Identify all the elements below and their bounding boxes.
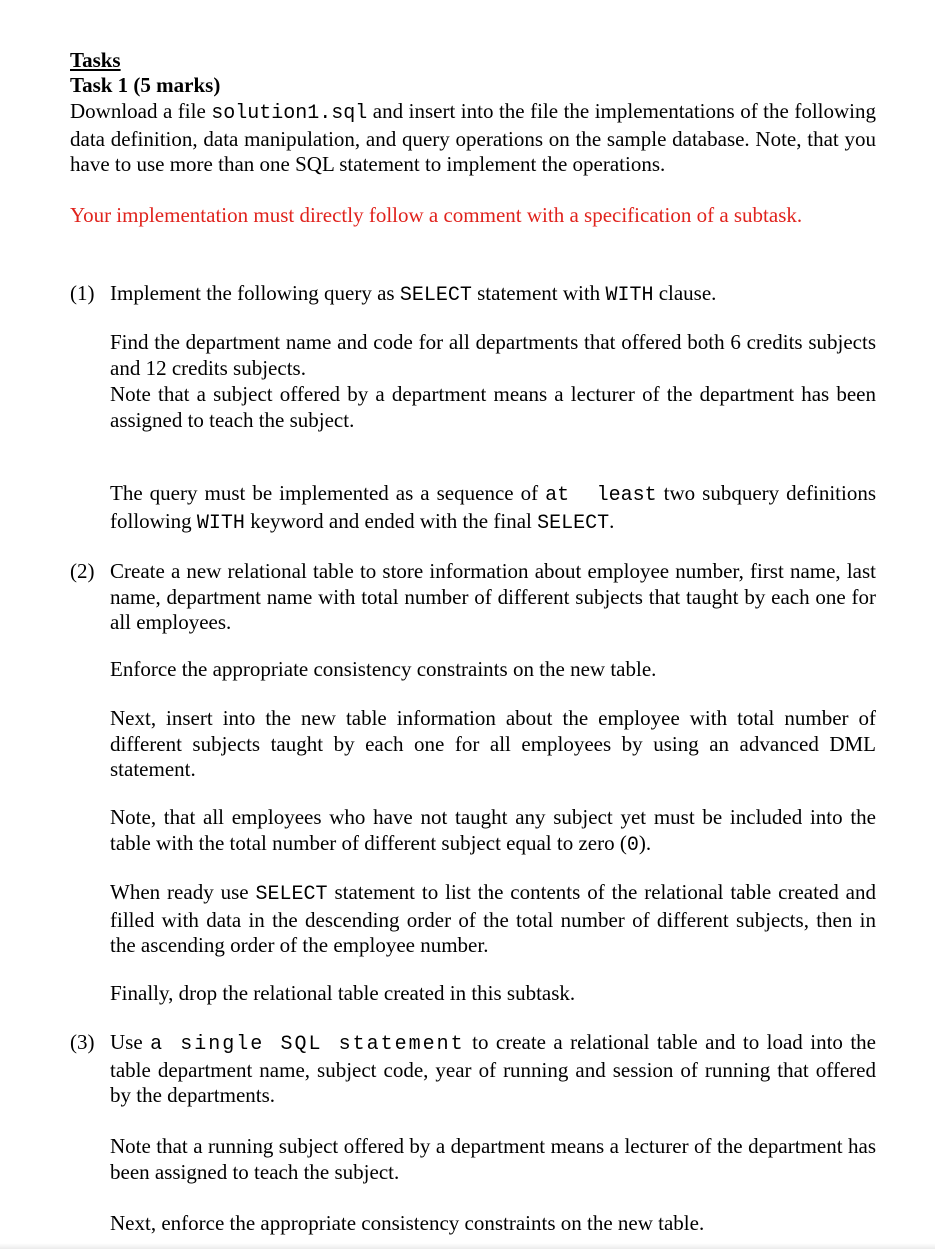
s1-code-select: SELECT <box>399 284 472 307</box>
s2-select-text-b: statement to list the contents of the relational table created and filled with data in the descending order of the total number of different subjects, then in the ascending order of the employee number. <box>110 880 876 957</box>
intro-text-a: Download a file <box>70 99 212 123</box>
s2-note-code-zero: 0 <box>626 833 639 857</box>
s1-code-with: WITH <box>605 284 654 307</box>
subtask-3-note: Note that a running subject offered by a department means a lecturer of the department has been assigned to teach the subject. <box>110 1134 876 1184</box>
subtask-2-number: (2) <box>70 559 95 583</box>
subtask-2-create: Create a new relational table to store information about employee number, first name, last name, department name with total number of different subjects that taught by each one for all employees. <box>110 559 876 634</box>
subtask-1-find: Find the department name and code for all departments that offered both 6 credits subjects and 12 credits subjects. <box>110 330 876 380</box>
s2-note-text-b: ). <box>638 830 652 855</box>
subtask-1-number: (1) <box>70 281 95 305</box>
s1-req-text-b: two subquery definitions following <box>110 481 876 533</box>
subtask-3-enforce: Next, enforce the appropriate consistency constraints on the new table. <box>110 1211 705 1235</box>
s3-code-single-sql: a single SQL statement <box>150 1033 465 1056</box>
subtask-2-insert: Next, insert into the new table information about the employee with total number of different subjects taught by each one for all employees by using an advanced DML statement. <box>110 706 876 781</box>
s1-text-a: Implement the following query as <box>110 281 400 305</box>
s1-req-text-d: . <box>609 508 615 533</box>
subtask-2-note <box>110 805 876 858</box>
s3-text-b: to create a relational table and to load into the table department name, subject code, year of running and session of running that offered by the departments. <box>110 1030 876 1107</box>
s1-req-code-with: WITH <box>196 511 245 535</box>
intro-red-note: Your implementation must directly follow a comment with a specification of a subtask. <box>70 203 803 227</box>
s2-select-text-a: When ready use <box>110 880 256 904</box>
s1-text-b: statement with <box>471 281 606 305</box>
intro-paragraph <box>70 99 876 178</box>
tasks-heading: Tasks <box>70 48 121 72</box>
s2-select-code: SELECT <box>255 883 328 906</box>
s1-req-code-atleast: at least <box>545 484 657 507</box>
intro-text-b: and insert into the file the implementations of the following data definition, data manipulation, and query operations on the sample database. Note, that you have to use more than one SQL statement to implement the operations. <box>70 99 876 176</box>
subtask-3-create <box>110 1030 876 1109</box>
intro-filename: solution1.sql <box>211 102 368 125</box>
task1-heading: Task 1 (5 marks) <box>70 73 221 97</box>
subtask-2-select <box>110 880 876 959</box>
s3-text-a: Use <box>110 1030 151 1054</box>
subtask-2-enforce: Enforce the appropriate consistency constraints on the new table. <box>110 657 657 681</box>
subtask-1-requirement <box>110 481 876 536</box>
s1-text-c: clause. <box>653 281 717 305</box>
s2-note-text-a: Note, that all employees who have not taught any subject yet must be included into the table with the total number of different subject equal to zero ( <box>110 805 876 855</box>
s1-req-text-c: keyword and ended with the final <box>244 508 538 533</box>
subtask-3-number: (3) <box>70 1030 95 1054</box>
subtask-2-drop: Finally, drop the relational table created in this subtask. <box>110 981 576 1005</box>
subtask-1-note: Note that a subject offered by a department means a lecturer of the department has been assigned to teach the subject. <box>110 382 876 432</box>
s1-req-text-a: The query must be implemented as a sequence of <box>110 481 546 505</box>
subtask-1-intro <box>110 281 876 309</box>
s1-req-code-select: SELECT <box>537 511 610 535</box>
page-bottom-shadow <box>0 1243 935 1249</box>
